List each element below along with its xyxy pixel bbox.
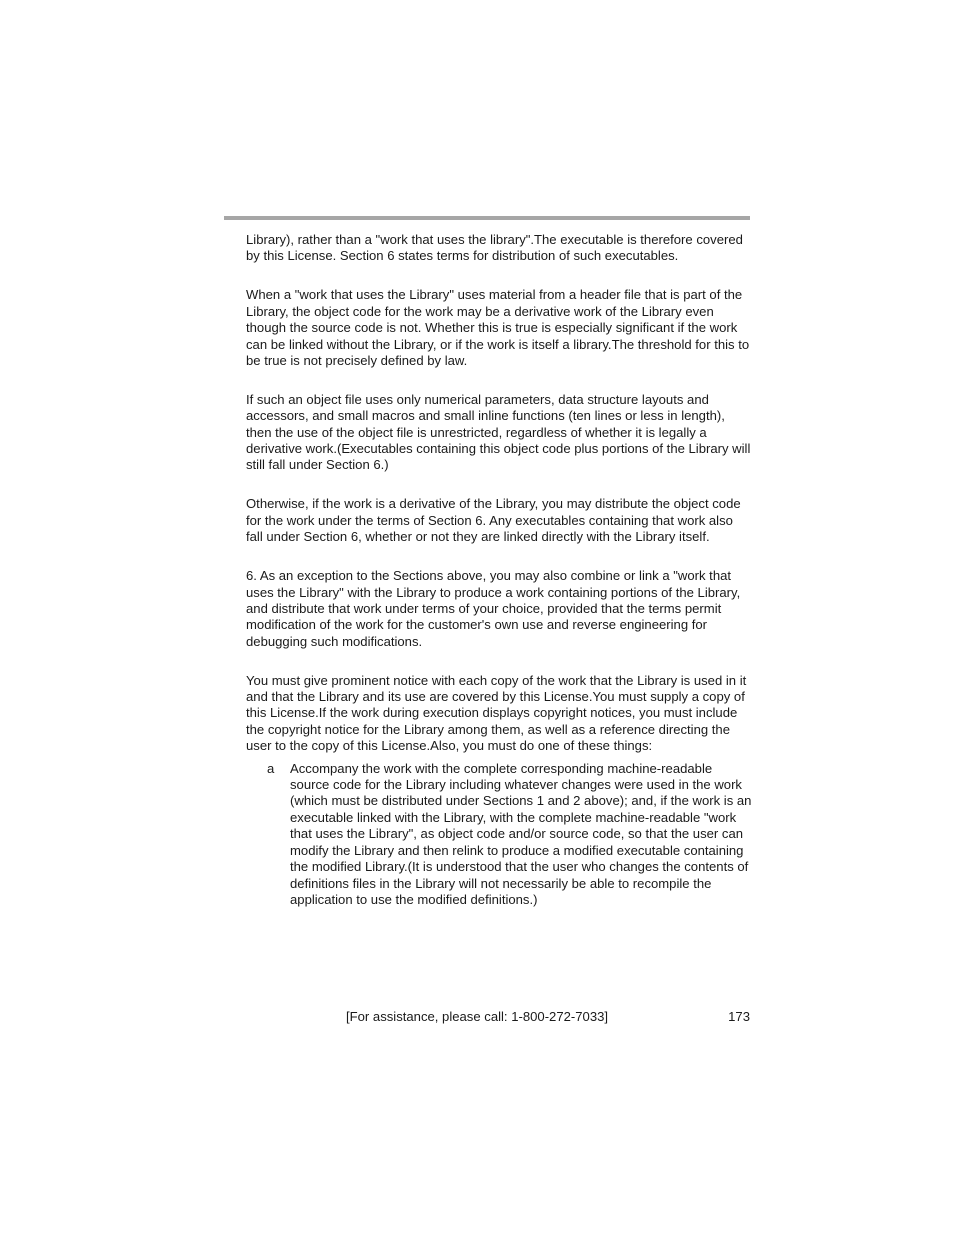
paragraph: Library), rather than a "work that uses the library".The executable is therefore covered by this License. Section 6 states terms for distribution of such executables. bbox=[246, 232, 743, 264]
paragraph: 6. As an exception to the Sections above, you may also combine or link a "work that uses the Library" with the Library to produce a work containing portions of the Library, and distribute that work under terms of your choice, provided that the terms permit modification of the work for the customer's own use and reverse engineering for debugging such modifications. bbox=[246, 568, 741, 649]
assistance-line: [For assistance, please call: 1-800-272-7033] bbox=[346, 1009, 609, 1024]
header-rule bbox=[224, 216, 750, 220]
page-body bbox=[246, 232, 752, 908]
page-number: 173 bbox=[728, 1009, 750, 1024]
paragraph: Otherwise, if the work is a derivative of the Library, you may distribute the object code for the work under the terms of Section 6. Any executables containing that work also fall under Section 6, whether or not they are linked directly with the Library itself. bbox=[246, 496, 741, 545]
list-marker: a bbox=[267, 760, 275, 776]
list-item bbox=[246, 761, 752, 909]
paragraph: You must give prominent notice with each copy of the work that the Library is used in it and that the Library and its use are covered by this License.You must supply a copy of this License.If the work during execution displays copyright notices, you must include the copyright notice for the Library among them, as well as a reference directing the user to the copy of this License.Also, you must do one of these things: bbox=[246, 672, 747, 754]
paragraph: When a "work that uses the Library" uses material from a header file that is part of the Library, the object code for the work may be a derivative work of the Library even though the source code is not. Whether this is true is especially significant if the work can be linked without the Library, or if the work is itself a library.The threshold for this to be true is not precisely defined by law. bbox=[246, 287, 750, 368]
list-item-text: Accompany the work with the complete corresponding machine-readable source code for the Library including whatever changes were used in the work (which must be distributed under Sections 1 and 2 above); and, if the work is an executable linked with the Library, with the complete machine-readable "work that uses the Library", as object code and/or source code, so that the user can modify the Library and then relink to produce a modified executable containing the modified Library.(It is understood that the user who changes the contents of definitions files in the Library will not necessarily be able to recompile the application to use the modified definitions.) bbox=[290, 760, 752, 907]
paragraph: If such an object file uses only numerical parameters, data structure layouts and accessors, and small macros and small inline functions (ten lines or less in length), then the use of the object file is unrestricted, regardless of whether it is legally a derivative work.(Executables containing this object code plus portions of the Library will still fall under Section 6.) bbox=[246, 391, 751, 473]
